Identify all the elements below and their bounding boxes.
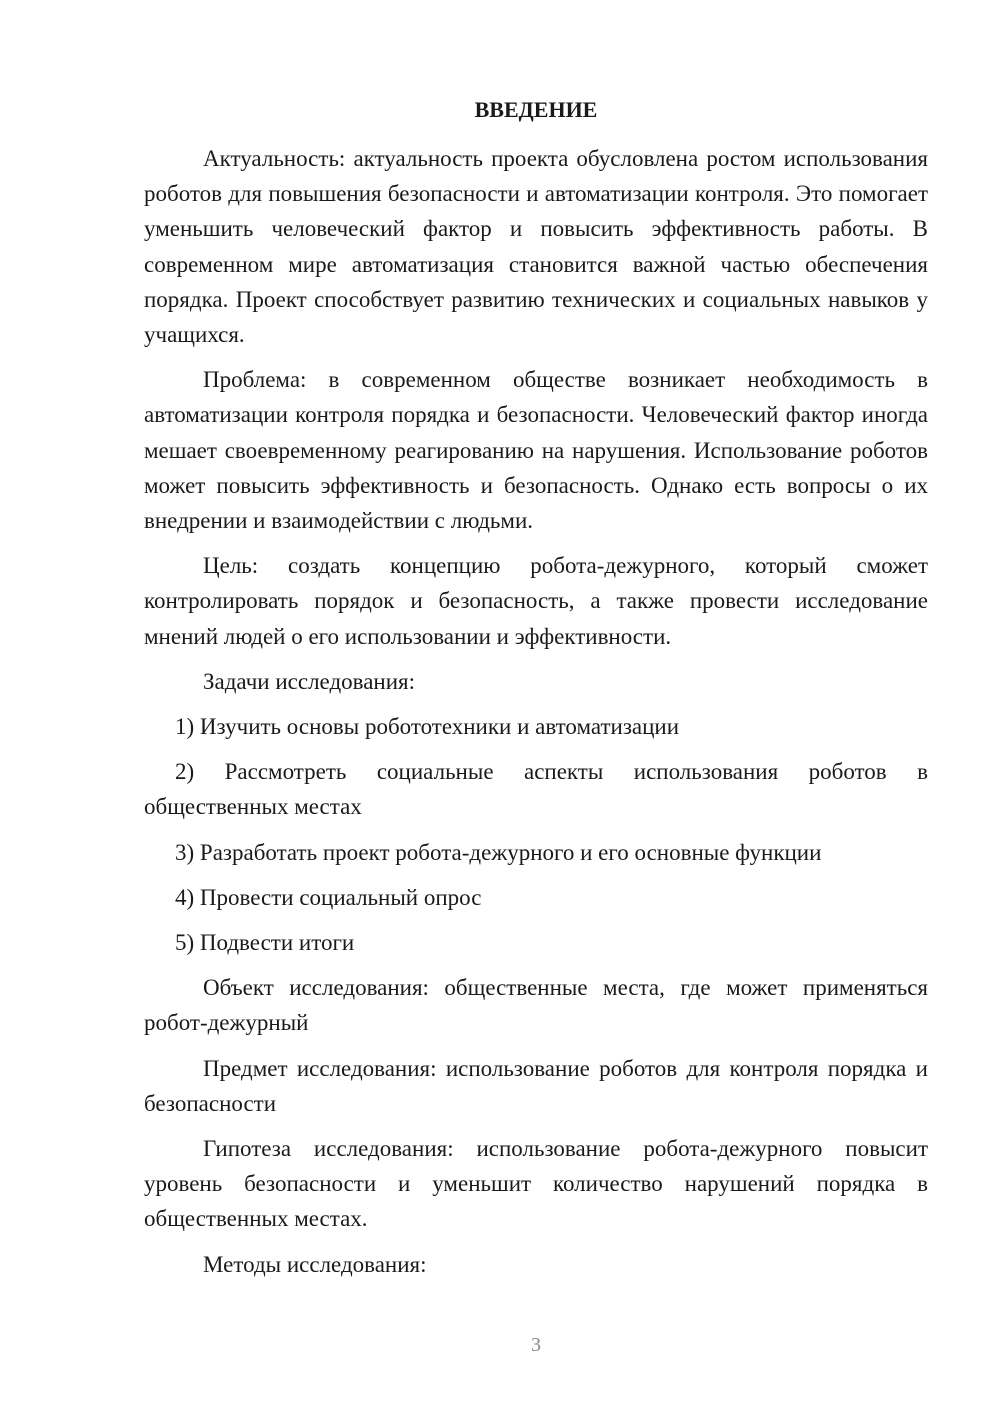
page-content bbox=[144, 92, 928, 1292]
paragraph-problem: Проблема: в современном обществе возникает необходимость в автоматизации контроля порядка и безопасности. Человеческий фактор иногда мешает своевременному реагированию на нарушения. Использование роботов может повысить эффективность и безопасность. Однако есть вопросы о их внедрении и взаимодействии с людьми. bbox=[144, 367, 928, 534]
paragraph-subject: Предмет исследования: использование роботов для контроля порядка и безопасности bbox=[144, 1055, 928, 1116]
task-item-1: 1) Изучить основы робототехники и автоматизации bbox=[175, 714, 680, 740]
page-number: 3 bbox=[531, 1334, 541, 1356]
paragraph-relevance: Актуальность: актуальность проекта обусловлена ростом использования роботов для повышения безопасности и автоматизации контроля. Это помогает уменьшить человеческий фактор и повысить эффективность работы. В современном мире автоматизация становится важной частью обеспечения порядка. Проект способствует развитию технических и социальных навыков у учащихся. bbox=[144, 146, 928, 348]
task-item-2: 2) Рассмотреть социальные аспекты использования роботов в общественных местах bbox=[144, 759, 928, 820]
section-title: ВВЕДЕНИЕ bbox=[474, 97, 598, 122]
tasks-heading: Задачи исследования: bbox=[203, 668, 416, 694]
methods-heading: Методы исследования: bbox=[203, 1251, 427, 1277]
paragraph-goal: Цель: создать концепцию робота-дежурного, который сможет контролировать порядок и безопасность, а также провести исследование мнений людей о его использовании и эффективности. bbox=[144, 553, 928, 649]
paragraph-object: Объект исследования: общественные места, где может применяться робот-дежурный bbox=[144, 975, 928, 1036]
task-item-4: 4) Провести социальный опрос bbox=[175, 884, 482, 910]
task-item-5: 5) Подвести итоги bbox=[175, 930, 355, 956]
paragraph-hypothesis: Гипотеза исследования: использование робота-дежурного повысит уровень безопасности и уменьшит количество нарушений порядка в общественных местах. bbox=[144, 1136, 928, 1232]
task-item-3: 3) Разработать проект робота-дежурного и его основные функции bbox=[175, 839, 822, 865]
